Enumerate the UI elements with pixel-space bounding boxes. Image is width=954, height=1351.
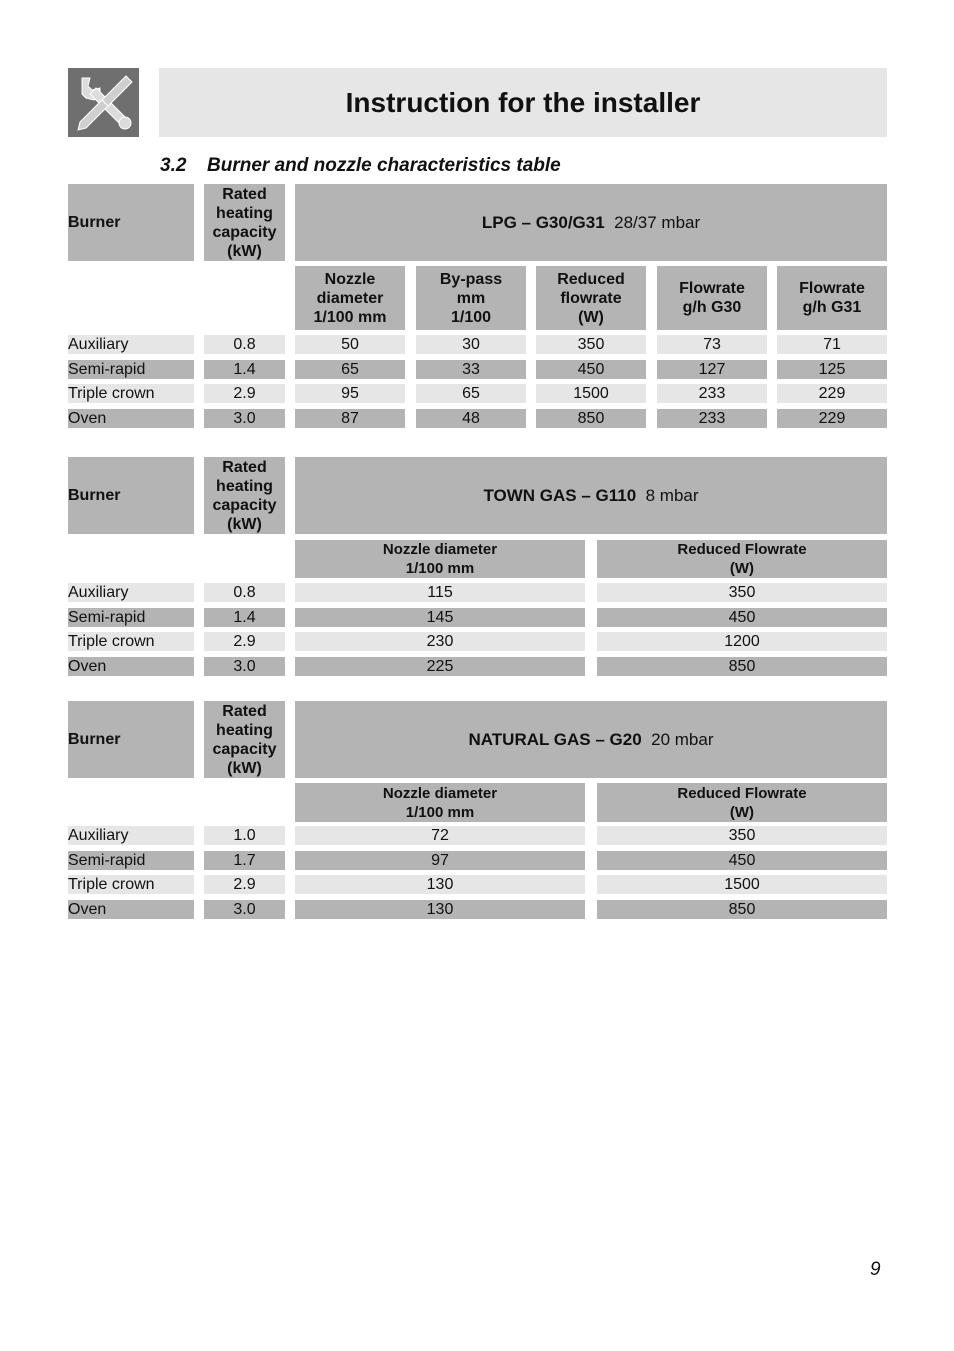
burner-name: Auxiliary [68, 335, 194, 354]
table-cell: 71 [777, 335, 887, 354]
capacity-header [204, 457, 285, 534]
column-header-line: Flowrate [679, 280, 745, 297]
capacity-header-line: Rated [222, 185, 267, 203]
table-cell: 350 [536, 335, 646, 354]
table-cell: 115 [295, 583, 585, 602]
burner-name: Semi-rapid [68, 608, 194, 627]
table-cell: 65 [295, 360, 405, 379]
tools-icon [68, 68, 139, 137]
table-cell: 33 [416, 360, 526, 379]
table-cell: 48 [416, 409, 526, 428]
column-header [597, 783, 887, 822]
capacity-header-line: (kW) [227, 515, 262, 533]
column-header-line: (W) [578, 308, 604, 326]
capacity-header [204, 184, 285, 261]
capacity-value: 2.9 [204, 875, 285, 894]
column-header [536, 266, 646, 330]
burner-name: Oven [68, 657, 194, 676]
burner-header: Burner [68, 701, 194, 778]
capacity-value: 3.0 [204, 657, 285, 676]
burner-name: Triple crown [68, 875, 194, 894]
table-cell: 72 [295, 826, 585, 845]
column-header-line: Reduced [557, 270, 625, 288]
table-cell: 225 [295, 657, 585, 676]
table-cell: 95 [295, 384, 405, 403]
capacity-header-line: (kW) [227, 759, 262, 777]
column-header-line: Nozzle diameter [382, 784, 498, 802]
column-header-line: Reduced Flowrate [677, 784, 807, 802]
column-header [295, 266, 405, 330]
capacity-value: 1.4 [204, 608, 285, 627]
table-cell: 850 [597, 657, 887, 676]
burner-name: Semi-rapid [68, 360, 194, 379]
burner-name: Triple crown [68, 384, 194, 403]
capacity-header-line: (kW) [227, 242, 262, 260]
capacity-value: 2.9 [204, 384, 285, 403]
burner-name: Triple crown [68, 632, 194, 651]
table-cell: 73 [657, 335, 767, 354]
capacity-header-line: Rated [222, 702, 267, 720]
burner-name: Auxiliary [68, 826, 194, 845]
burner-header: Burner [68, 184, 194, 261]
table-cell: 450 [536, 360, 646, 379]
gas-type-header [295, 457, 887, 534]
table-cell: 350 [597, 583, 887, 602]
table-cell: 130 [295, 875, 585, 894]
column-header-line: 1/100 [450, 308, 492, 326]
capacity-value: 1.4 [204, 360, 285, 379]
burner-header: Burner [68, 457, 194, 534]
burner-name: Oven [68, 900, 194, 919]
table-cell: 30 [416, 335, 526, 354]
gas-name: NATURAL GAS – G20 [468, 730, 642, 749]
column-header-line: (W) [729, 560, 755, 577]
table-cell: 87 [295, 409, 405, 428]
column-header-line: mm [456, 289, 486, 307]
table-cell: 1500 [536, 384, 646, 403]
gas-pressure: 28/37 mbar [614, 213, 701, 232]
capacity-header-line: heating [216, 721, 273, 739]
table-cell: 229 [777, 384, 887, 403]
table-cell: 125 [777, 360, 887, 379]
table-cell: 230 [295, 632, 585, 651]
table-cell: 65 [416, 384, 526, 403]
table-cell: 1500 [597, 875, 887, 894]
column-header-line: Reduced Flowrate [677, 541, 807, 558]
title-bar [159, 68, 887, 137]
capacity-header-line: capacity [212, 496, 277, 514]
column-header-line: 1/100 mm [405, 560, 475, 577]
column-header-line: g/h G31 [802, 299, 862, 316]
table-cell: 1200 [597, 632, 887, 651]
capacity-value: 0.8 [204, 335, 285, 354]
burner-name: Semi-rapid [68, 851, 194, 870]
column-header [416, 266, 526, 330]
column-header [295, 540, 585, 578]
column-header-line: (W) [729, 803, 755, 821]
capacity-header [204, 701, 285, 778]
capacity-value: 0.8 [204, 583, 285, 602]
column-header [777, 266, 887, 330]
page-title: Instruction for the installer [345, 86, 701, 118]
capacity-value: 3.0 [204, 409, 285, 428]
capacity-header-line: capacity [212, 223, 277, 241]
gas-pressure: 8 mbar [645, 486, 699, 505]
column-header-line: Flowrate [799, 280, 865, 297]
column-header-line: Nozzle [324, 270, 376, 288]
column-header [597, 540, 887, 578]
table-cell: 850 [536, 409, 646, 428]
table-cell: 50 [295, 335, 405, 354]
capacity-header-line: capacity [212, 740, 277, 758]
capacity-header-line: Rated [222, 458, 267, 476]
section-title: Burner and nozzle characteristics table [207, 155, 561, 176]
column-header-line: diameter [316, 289, 384, 307]
gas-name: LPG – G30/G31 [481, 213, 605, 232]
table-cell: 850 [597, 900, 887, 919]
table-cell: 450 [597, 851, 887, 870]
section-heading [160, 155, 561, 177]
gas-pressure: 20 mbar [651, 730, 714, 749]
column-header-line: By-pass [439, 270, 503, 288]
capacity-value: 2.9 [204, 632, 285, 651]
capacity-value: 1.0 [204, 826, 285, 845]
table-cell: 233 [657, 409, 767, 428]
section-number: 3.2 [160, 155, 187, 176]
table-cell: 350 [597, 826, 887, 845]
table-cell: 145 [295, 608, 585, 627]
capacity-header-line: heating [216, 204, 273, 222]
column-header-line: Nozzle diameter [382, 541, 498, 558]
capacity-value: 1.7 [204, 851, 285, 870]
column-header-line: flowrate [560, 289, 622, 307]
gas-type-header [295, 184, 887, 261]
column-header [295, 783, 585, 822]
table-cell: 127 [657, 360, 767, 379]
column-header [657, 266, 767, 330]
table-cell: 229 [777, 409, 887, 428]
burner-name: Oven [68, 409, 194, 428]
page-number: 9 [870, 1259, 881, 1280]
column-header-line: g/h G30 [682, 299, 742, 316]
column-header-line: 1/100 mm [405, 803, 475, 821]
gas-name: TOWN GAS – G110 [483, 486, 637, 505]
gas-type-header [295, 701, 887, 778]
table-cell: 130 [295, 900, 585, 919]
column-header-line: 1/100 mm [313, 308, 387, 326]
table-cell: 97 [295, 851, 585, 870]
table-cell: 450 [597, 608, 887, 627]
capacity-header-line: heating [216, 477, 273, 495]
table-cell: 233 [657, 384, 767, 403]
capacity-value: 3.0 [204, 900, 285, 919]
burner-name: Auxiliary [68, 583, 194, 602]
